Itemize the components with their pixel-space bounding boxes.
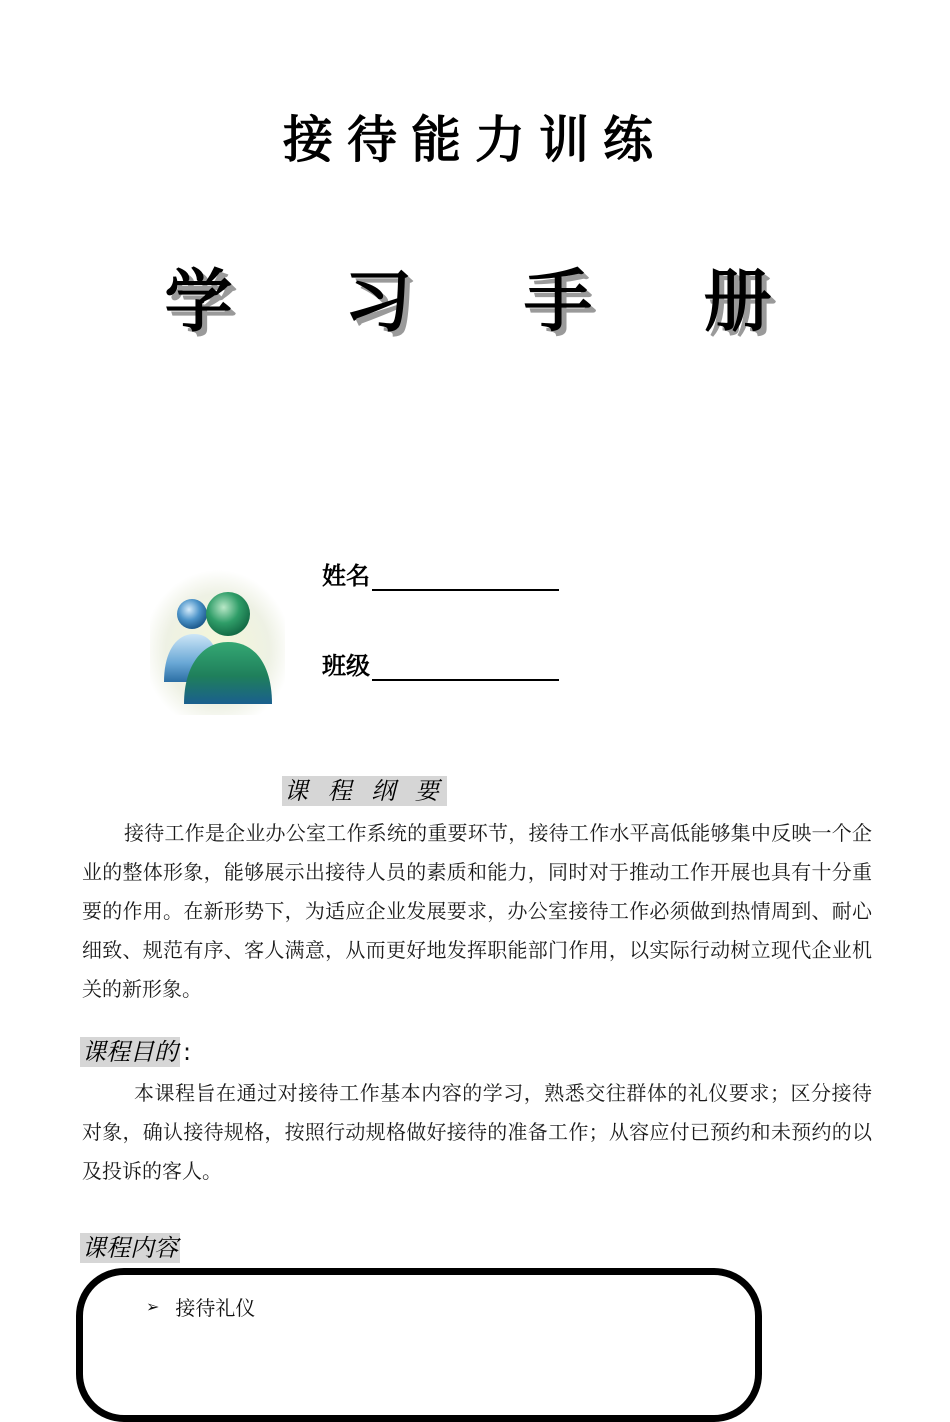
document-title: 接待能力训练 bbox=[283, 110, 667, 169]
purpose-heading-colon: : bbox=[183, 1038, 192, 1066]
class-label: 班级 bbox=[322, 652, 370, 680]
purpose-paragraph: 本课程旨在通过对接待工作基本内容的学习，熟悉交往群体的礼仪要求；区分接待对象，确认接待规格，按照行动规格做好接待的准备工作；从容应付已预约和未预约的以及投诉的客人。 bbox=[82, 1081, 872, 1183]
list-item bbox=[146, 1292, 255, 1321]
arrow-bullet-icon: ➢ bbox=[146, 1297, 160, 1316]
document-subtitle: 学 习 手 册 bbox=[164, 263, 816, 342]
name-underline[interactable] bbox=[372, 565, 559, 591]
outline-paragraph: 接待工作是企业办公室工作系统的重要环节，接待工作水平高低能够集中反映一个企业的整体形象，能够展示出接待人员的素质和能力，同时对于推动工作开展也具有十分重要的作用。在新形势下，为适应企业发展要求，办公室接待工作必须做到热情周到、耐心细致、规范有序、客人满意，从而更好地发挥职能部门作用，以实际行动树立现代企业机关的新形象。 bbox=[82, 821, 872, 1001]
class-underline[interactable] bbox=[372, 655, 559, 681]
name-field[interactable] bbox=[322, 556, 559, 591]
users-avatar-icon bbox=[150, 570, 285, 715]
avatar-graphic bbox=[150, 570, 285, 715]
content-heading: 课程内容 bbox=[82, 1234, 178, 1262]
name-label: 姓名 bbox=[322, 562, 370, 590]
class-field[interactable] bbox=[322, 646, 559, 681]
outline-heading: 课 程 纲 要 bbox=[284, 777, 445, 805]
purpose-heading: 课程目的 bbox=[82, 1038, 178, 1066]
content-item-label: 接待礼仪 bbox=[175, 1296, 256, 1320]
